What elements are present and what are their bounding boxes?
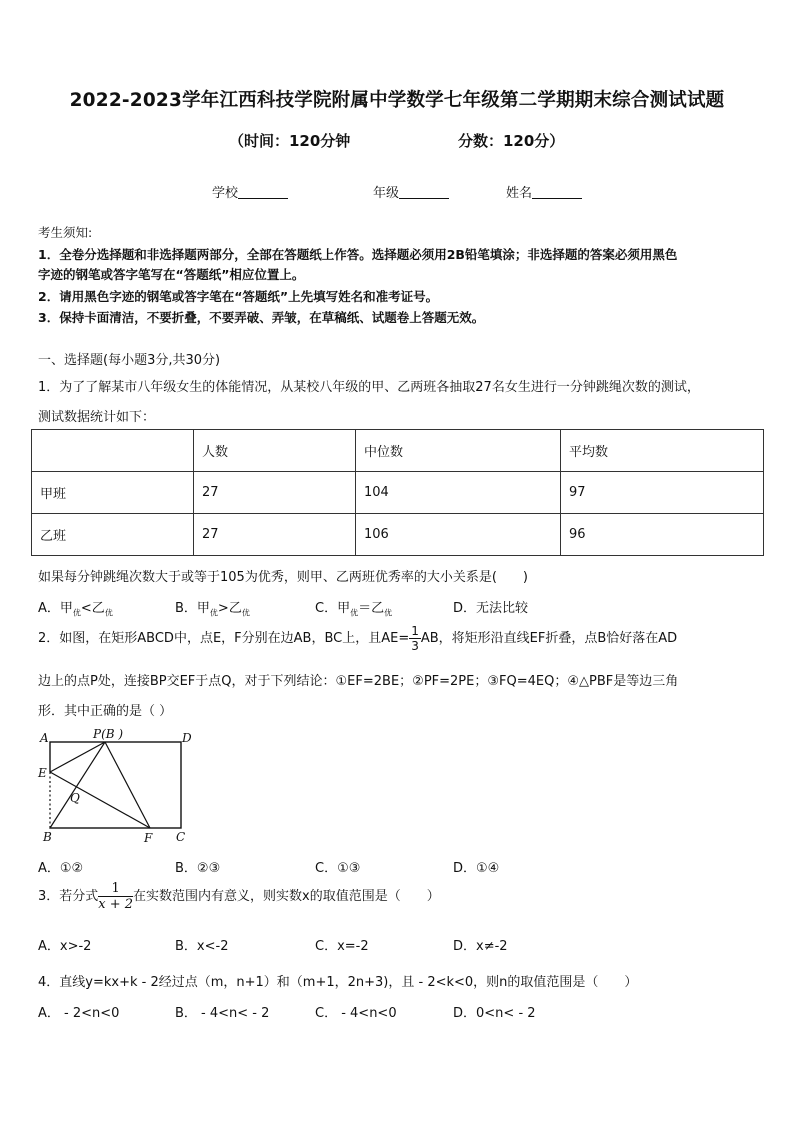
exam-time: （时间：120分钟: [229, 132, 351, 150]
table-cell: 97: [561, 472, 764, 514]
name-label: 姓名: [506, 186, 533, 201]
q2-option-d: D．①④: [453, 861, 500, 876]
q1-question: 如果每分钟跳绳次数大于或等于105为优秀，则甲、乙两班优秀率的大小关系是( ): [38, 570, 528, 585]
q2-line-2: 边上的点P处，连接BP交EF于点Q，对于下列结论：①EF=2BE；②PF=2PE；③FQ=4EQ；④△PBF是等边三角: [38, 674, 679, 689]
q1-option-a: A．甲$_优$<乙$_优$: [38, 601, 113, 618]
notice-line-1b: 字迹的钢笔或答字笔写在“答题纸”相应位置上。: [38, 267, 305, 282]
notice-line-1: 1．全卷分选择题和非选择题两部分，全部在答题纸上作答。选择题必须用2B铅笔填涂；非选择题的答案必须用黑色: [38, 247, 678, 262]
q3-option-a: A．x>-2: [38, 939, 92, 954]
table-cell: 104: [356, 472, 561, 514]
label-b: B: [43, 830, 52, 844]
notice-line-3: 3．保持卡面清洁，不要折叠，不要弄破、弄皱，在草稿纸、试题卷上答题无效。: [38, 310, 485, 325]
table-header-cell: 中位数: [356, 430, 561, 472]
table-row: [32, 514, 764, 556]
q2-rectangle-figure: [30, 725, 200, 850]
table-cell: 96: [561, 514, 764, 556]
q1-data-table: [31, 429, 764, 556]
table-header-cell: [32, 430, 194, 472]
q3-option-c: C．x=-2: [315, 939, 369, 954]
school-blank: [238, 185, 288, 199]
grade-label: 年级: [373, 186, 400, 201]
q3-option-b: B．x<-2: [175, 939, 229, 954]
notice-line-2: 2．请用黑色字迹的钢笔或答字笔在“答题纸”上先填写姓名和准考证号。: [38, 289, 439, 304]
table-cell: 甲班: [32, 472, 194, 514]
q1-option-b: B．甲$_优$>乙$_优$: [175, 601, 250, 618]
notice-heading: 考生须知:: [38, 225, 93, 240]
name-field: [506, 182, 582, 201]
label-q: Q: [70, 791, 80, 805]
grade-blank: [399, 185, 449, 199]
label-p: P(B ): [93, 727, 124, 741]
table-header-row: [32, 430, 764, 472]
q2-option-b: B．②③: [175, 861, 221, 876]
q1-option-d: D．无法比较: [453, 601, 529, 616]
line-bp: [50, 742, 105, 828]
label-a: A: [40, 731, 49, 745]
school-field: [212, 182, 288, 201]
table-cell: 27: [194, 472, 356, 514]
table-header-cell: 人数: [194, 430, 356, 472]
table-cell: 27: [194, 514, 356, 556]
q1-line-1: 1．为了了解某市八年级女生的体能情况，从某校八年级的甲、乙两班各抽取27名女生进行一分钟跳绳次数的测试，: [38, 380, 700, 395]
q2-option-c: C．①③: [315, 861, 361, 876]
grade-field: [373, 182, 449, 201]
label-f: F: [144, 831, 153, 845]
q4-option-b: B． - 4<n< - 2: [175, 1006, 270, 1021]
label-e: E: [38, 766, 47, 780]
q4-question: 4．直线y=kx+k - 2经过点（m，n+1）和（m+1，2n+3)，且 - 2<k<0，则n的取值范围是（ ）: [38, 975, 638, 990]
q1-line-2: 测试数据统计如下：: [38, 410, 156, 425]
q2-option-a: A．①②: [38, 861, 84, 876]
exam-score: 分数：120分）: [458, 132, 565, 150]
line-ep: [50, 742, 105, 772]
page-title: 2022-2023学年江西科技学院附属中学数学七年级第二学期期末综合测试试题: [69, 90, 725, 111]
section-heading: 一、选择题(每小题3分,共30分): [38, 353, 221, 368]
name-blank: [532, 185, 582, 199]
table-header-cell: 平均数: [561, 430, 764, 472]
table-cell: 106: [356, 514, 561, 556]
q4-option-c: C． - 4<n<0: [315, 1006, 397, 1021]
fraction-one-third: $\frac{1}{3}$: [411, 624, 419, 653]
q4-option-d: D．0<n< - 2: [453, 1006, 536, 1021]
school-label: 学校: [212, 186, 239, 201]
q4-option-a: A． - 2<n<0: [38, 1006, 120, 1021]
label-c: C: [176, 830, 186, 844]
q1-option-c: C．甲$_优$＝乙$_优$: [315, 601, 393, 618]
q3-option-d: D．x≠-2: [453, 939, 508, 954]
label-d: D: [182, 731, 192, 745]
q2-line-3: 形．其中正确的是（ ）: [38, 704, 173, 719]
q3-question: 3．若分式 $\frac{1}{x + 2}$ 在实数范围内有意义，则实数x的取值范围是（ ）: [38, 881, 440, 912]
fraction-1-over-x-plus-2: $\frac{1}{x + 2}$: [98, 881, 134, 912]
q2-line-1: 2．如图，在矩形ABCD中，点E，F分别在边AB，BC上，且AE= $\frac{1}{3}$ AB，将矩形沿直线EF折叠，点B恰好落在AD: [38, 624, 678, 653]
rectangle-abcd: [50, 742, 181, 828]
table-cell: 乙班: [32, 514, 194, 556]
table-row: [32, 472, 764, 514]
